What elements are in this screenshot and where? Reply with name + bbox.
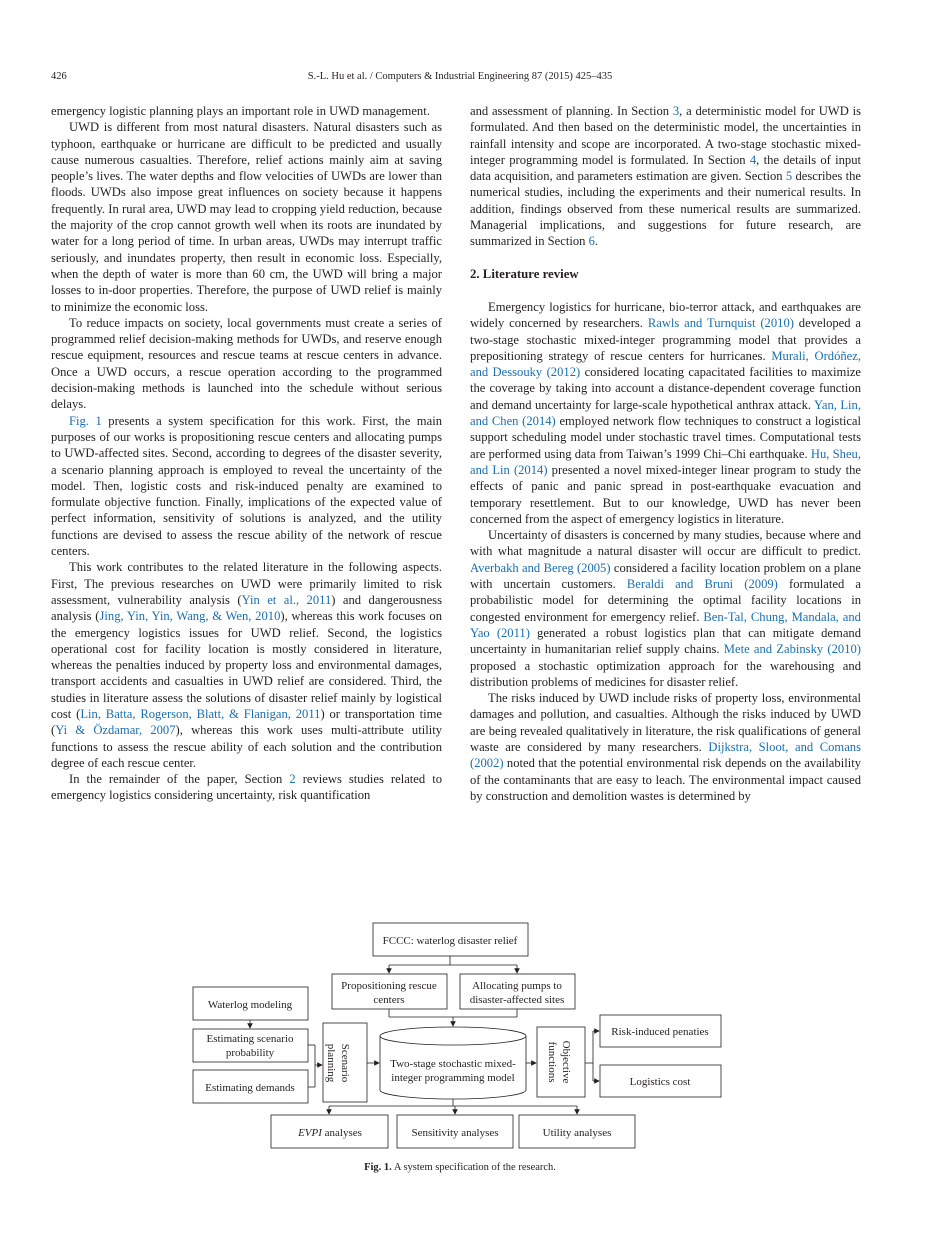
section-link[interactable]: 3 [672, 104, 680, 118]
paragraph: Fig. 1 presents a system specification for this work. First, the main purposes of our works is propositioning rescue centers and allocating pumps to UWD-affected sites. Second, according to degrees of the disaster severity, a scenario planning approach is employed to reveal the uncertainty of the model. Then, logistic costs and risk-induced penalty are examined to formulate objective function. Finally, implications of the expected value of perfect information, sensitivity of solutions is analyzed, and the utility functions are devised to assess the rescue ability of the network of rescue centers. [51, 413, 442, 559]
paragraph: This work contributes to the related literature in the following aspects. First, The previous researches on UWD were primarily limited to risk assessment, vulnerability analysis (Yin et al., 2011) and dangerousness analysis (Jing, Yin, Yin, Wang, & Wen, 2010), whereas this work focuses on the emergency logistics issues for UWD relief. Second, the logistics operational cost for facility location is mostly considered in literature, whereas the penalties induced by property loss and environmental damages, transport accidents and casualties in UWD relief are considered. Third, the studies in literature assess the solutions of disaster relief mainly by logistical cost (Lin, Batta, Rogerson, Blatt, & Flanigan, 2011) or transportation time (Yi & Özdamar, 2007), whereas this work uses multi-attribute utility functions to assess the rescue ability of each solution and the contribution degree of each rescue center. [51, 560, 443, 770]
scenario-planning-label: Scenario [339, 1043, 351, 1083]
running-header [51, 71, 869, 87]
citation-link[interactable]: Jing, Yin, Yin, Wang, & Wen, 2010 [99, 609, 281, 624]
citation-link[interactable]: Yi & Özdamar, 2007 [55, 723, 176, 738]
scenario-planning-label: planning [325, 1043, 337, 1083]
citation-link[interactable]: Lin, Batta, Rogerson, Blatt, & Flanigan, 2011 [80, 706, 321, 721]
fccc-label: FCCC: waterlog disaster relief [382, 935, 518, 947]
paragraph: emergency logistic planning plays an important role in UWD management. [51, 104, 430, 118]
model-label: Two-stage stochastic mixed- [390, 1058, 516, 1070]
propositioning-label: Propositioning rescue [341, 980, 437, 992]
logistics-cost-label: Logistics cost [629, 1076, 691, 1088]
objective-label: functions [546, 1041, 558, 1083]
citation-link[interactable]: Yan, Lin, and Chen (2014) [470, 397, 862, 429]
citation-link[interactable]: Murali, Ordóñez, and Dessouky (2012) [470, 348, 861, 380]
scenario-probability-label: probability [225, 1047, 275, 1059]
sensitivity-label: Sensitivity analyses [411, 1127, 499, 1139]
paragraph: To reduce impacts on society, local governments must create a series of programmed relief decision-making methods for UWDs, and reserve enough rescue equipment, resources and rescue teams at rescue centers in advance. Once a UWD occurs, a rescue operation according to the programmed decision-making methods is launched into the schedule without serious delays. [51, 315, 442, 412]
citation-link[interactable]: Rawls and Turnquist (2010) [647, 316, 794, 331]
left-column [51, 103, 442, 804]
figure-link[interactable]: Fig. 1 [69, 413, 102, 428]
citation-link[interactable]: Yin et al., 2011 [241, 592, 332, 607]
section-link[interactable]: 4 [749, 152, 757, 167]
paragraph: Uncertainty of disasters is concerned by many studies, because where and with what magnitude a natural disaster will occur are difficult to predict. Averbakh and Bereg (2005) considered a facility location problem on a plane with uncertain customers. Beraldi and Bruni (2009) formulated a probabilistic model for determining the optimal facility locations in congested environment for emergency relief. Ben-Tal, Chung, Mandala, and Yao (2011) generated a robust logistics plan that can mitigate demand uncertainty in humanitarian relief supply chains. Mete and Zabinsky (2010) proposed a stochastic optimization approach for the warehousing and distribution problems of medicines for disaster relief. [470, 528, 861, 689]
paragraph: Emergency logistics for hurricane, bio-terror attack, and earthquakes are widely concerned by researchers. Rawls and Turnquist (2010) developed a two-stage stochastic mixed-integer programming model that provides a prepositioning strategy of rescue centers for hurricanes. Murali, Ordóñez, and Dessouky (2012) considered locating capacitated facilities to maximize the coverage by taking into account a distance-dependent coverage function and demand uncertainty for large-scale hypothetical anthrax attack. Yan, Lin, and Chen (2014) employed network flow techniques to construct a logistical support scheduling model under stochastic travel times. Computational tests are performed using data from Taiwan’s 1999 Chi–Chi earthquake. Hu, Sheu, and Lin (2014) presented a novel mixed-integer linear program to study the effects of panic and panic spread in post-earthquake evacuation and temporary resettlement. But to our knowledge, UWD has never been concerned from the aspect of emergency logistics in literature. [470, 299, 862, 526]
paragraph: The risks induced by UWD include risks of property loss, environmental damages and pollution, and casualties. Although the risks induced by UWD are being revealed qualitatively in literature, the risk qualifications of general waste are considered by many researchers. Dijkstra, Sloot, and Comans (2002) noted that the potential environmental risk depends on the availability of the contaminants that are easy to leach. The environmental impact caused by construction and demolition wastes is determined by [470, 691, 862, 803]
citation-link[interactable]: Ben-Tal, Chung, Mandala, and Yao (2011) [470, 609, 861, 640]
allocating-label: disaster-affected sites [469, 994, 565, 1006]
paragraph: In the remainder of the paper, Section 2 reviews studies related to emergency logistics considering uncertainty, risk quantification [51, 772, 443, 803]
page-number: 426 [51, 71, 67, 82]
waterlog-label: Waterlog modeling [207, 999, 293, 1011]
model-label: integer programming model [391, 1072, 515, 1084]
section-link[interactable]: 6 [588, 234, 595, 249]
figure-1 [180, 915, 740, 1160]
caption-label: Fig. 1. [364, 1162, 392, 1173]
paragraph: and assessment of planning. In Section 3, a deterministic model for UWD is formulated. And then based on the deterministic model, the uncertainties in rainfall intensity and scope are incorporated. A two-stage stochastic mixed-integer programming model is formulated. In Section 4, the details of input data acquisition, and parameters estimation are given. Section 5 describes the numerical studies, including the experiments and their numerical results. In addition, findings observed from these numerical results are summarized. Managerial implications, and suggestions for future research, are summarized in Section 6. [470, 104, 861, 249]
citation-link[interactable]: Averbakh and Bereg (2005) [470, 560, 611, 575]
allocating-label: Allocating pumps to [472, 980, 562, 992]
paragraph: UWD is different from most natural disasters. Natural disasters such as typhoon, earthquake or hurricane are difficult to be predicted and usually cause numerous casualties. Therefore, relief actions mainly aim at saving people’s lives. The water depths and flow velocities of UWDs are lower than floods. UWDs also impose great influences on society because it happens frequently. In rural area, UWD may lead to cropping yield reduction, because the majority of the crop cannot growth well when its roots are inundated by water for a long period of time. In urban areas, UWDs may interrupt traffic seriously, and inundates property, then result in economic loss. Especially, when the depth of water is more than 60 cm, the UWD will bring a major losses to in-door properties. Therefore, the purpose of UWD relief is mainly to minimize the economic loss. [51, 120, 442, 314]
right-column [470, 103, 861, 804]
utility-label: Utility analyses [542, 1127, 612, 1139]
propositioning-label: centers [373, 994, 405, 1006]
demands-label: Estimating demands [205, 1082, 295, 1094]
journal-citation: S.-L. Hu et al. / Computers & Industrial Engineering 87 (2015) 425–435 [307, 71, 613, 82]
risk-label: Risk-induced penaties [611, 1026, 709, 1038]
citation-link[interactable]: Mete and Zabinsky (2010) [723, 642, 861, 657]
citation-link[interactable]: Hu, Sheu, and Lin (2014) [470, 446, 861, 477]
figure-caption [51, 1162, 869, 1173]
evpi-label: EVPI analyses [298, 1127, 362, 1139]
flowchart-diagram [180, 915, 740, 1160]
section-heading: 2. Literature review [470, 266, 579, 281]
citation-link[interactable]: Dijkstra, Sloot, and Comans (2002) [470, 739, 862, 771]
section-link[interactable]: 2 [289, 772, 296, 787]
caption-text: A system specification of the research. [391, 1162, 556, 1173]
objective-label: Objective [560, 1040, 572, 1084]
section-link[interactable]: 5 [785, 169, 793, 184]
scenario-probability-label: Estimating scenario [206, 1033, 294, 1045]
citation-link[interactable]: Beraldi and Bruni (2009) [626, 577, 778, 592]
